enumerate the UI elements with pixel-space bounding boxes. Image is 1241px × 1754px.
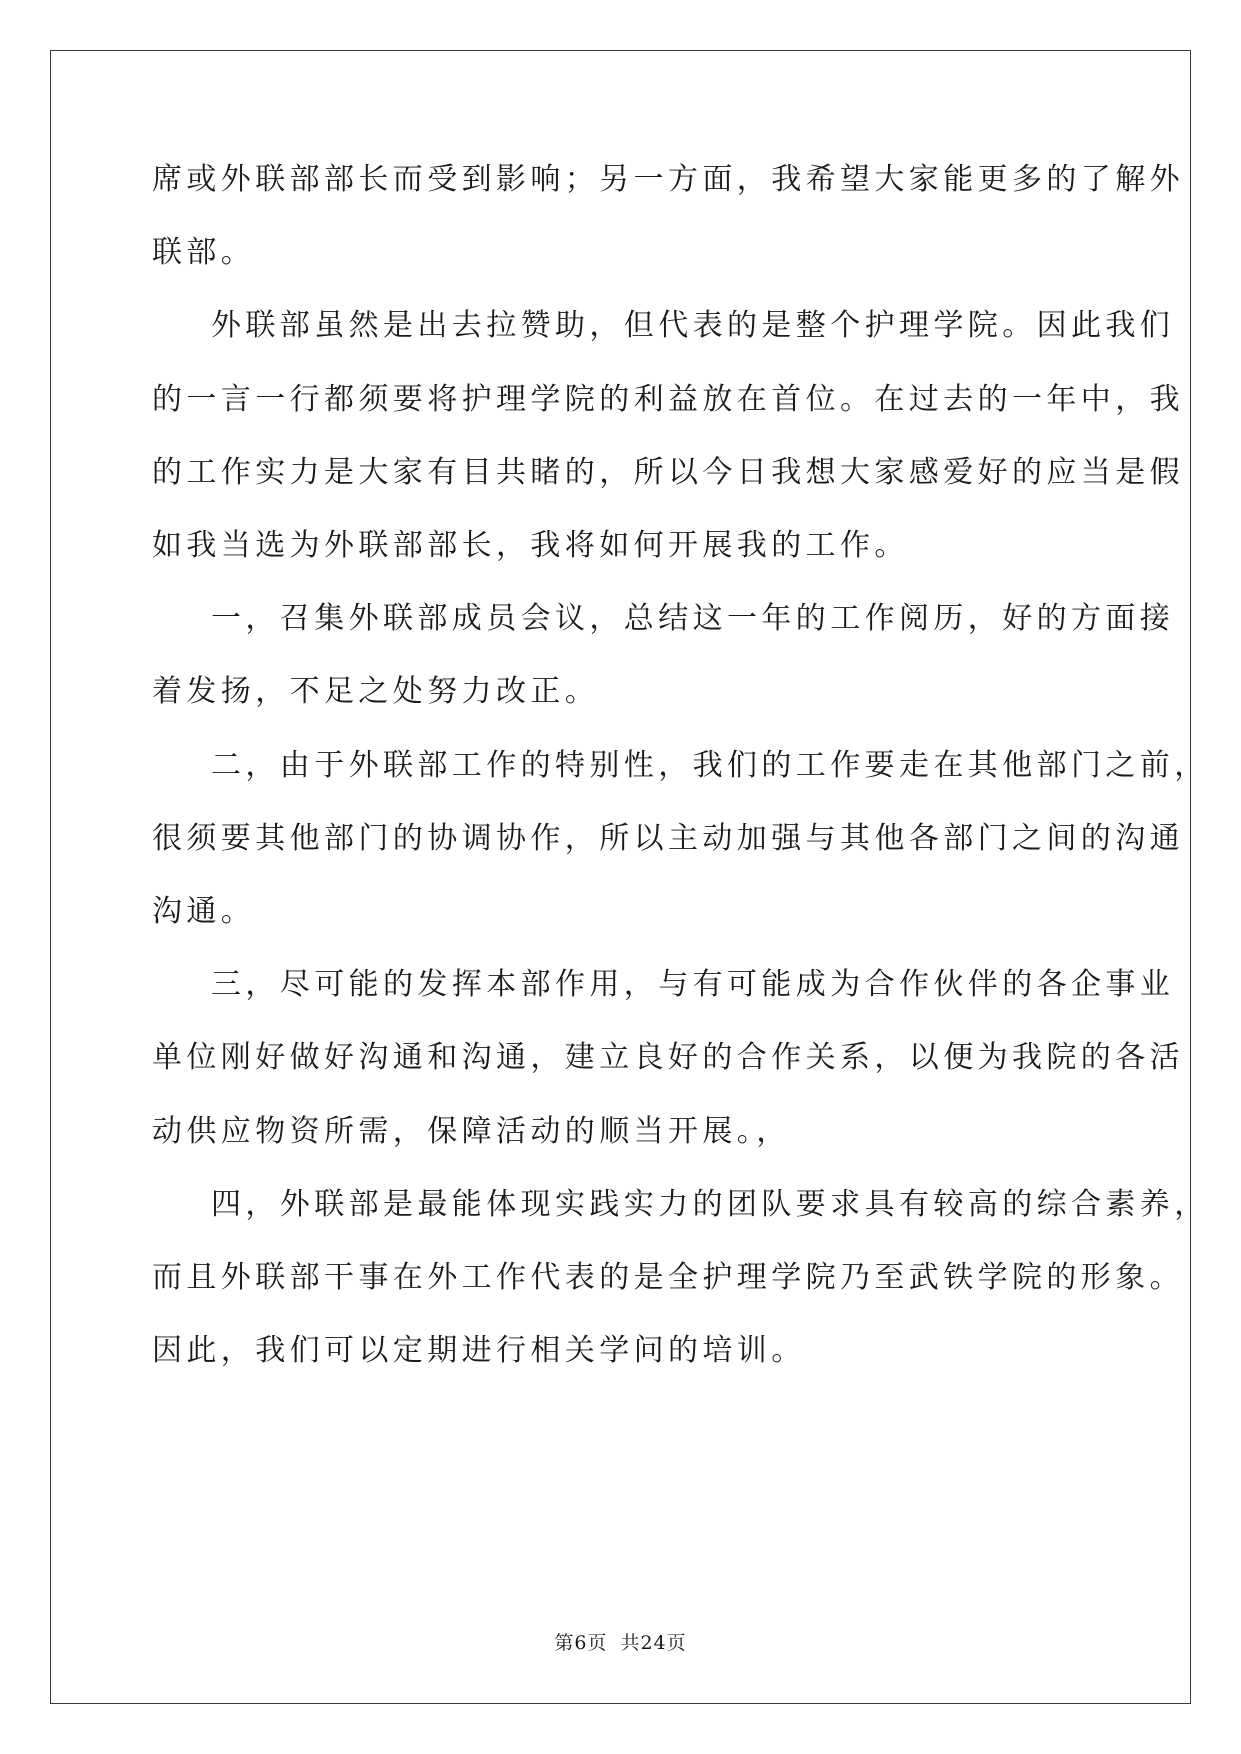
text-line: 单位刚好做好沟通和沟通，建立良好的合作关系，以便为我院的各活 bbox=[152, 1040, 1184, 1076]
text-line: 沟通。 bbox=[152, 894, 256, 929]
page-footer bbox=[0, 1628, 1241, 1655]
text-line: 很须要其他部门的协调协作，所以主动加强与其他各部门之间的沟通 bbox=[152, 820, 1184, 856]
text-line: 的工作实力是大家有目共睹的，所以今日我想大家感爱好的应当是假 bbox=[152, 454, 1184, 490]
text-line: 二，由于外联部工作的特别性，我们的工作要走在其他部门之前， bbox=[211, 747, 1209, 783]
total-pages-label: 共24页 bbox=[620, 1632, 687, 1654]
text-line: 席或外联部部长而受到影响；另一方面，我希望大家能更多的了解外 bbox=[152, 162, 1184, 197]
current-page-label: 第6页 bbox=[554, 1632, 608, 1654]
text-line: 动供应物资所需，保障活动的顺当开展。， bbox=[152, 1113, 791, 1149]
text-line: 着发扬，不足之处努力改正。 bbox=[152, 674, 600, 710]
text-line: 因此，我们可以定期进行相关学问的培训。 bbox=[152, 1333, 806, 1369]
text-line: 如我当选为外联部部长，我将如何开展我的工作。 bbox=[152, 528, 909, 563]
text-line: 而且外联部干事在外工作代表的是全护理学院乃至武铁学院的形象。 bbox=[152, 1260, 1184, 1295]
text-line: 外联部虽然是出去拉赞助，但代表的是整个护理学院。因此我们 bbox=[211, 308, 1175, 344]
text-line: 的一言一行都须要将护理学院的利益放在首位。在过去的一年中，我 bbox=[152, 381, 1184, 417]
text-line: 联部。 bbox=[152, 235, 256, 271]
text-line: 三，尽可能的发挥本部作用，与有可能成为合作伙伴的各企事业 bbox=[211, 967, 1175, 1003]
text-line: 一，召集外联部成员会议，总结这一年的工作阅历，好的方面接 bbox=[211, 601, 1175, 637]
page-border bbox=[50, 50, 1191, 1704]
text-line: 四，外联部是最能体现实践实力的团队要求具有较高的综合素养， bbox=[211, 1186, 1209, 1222]
